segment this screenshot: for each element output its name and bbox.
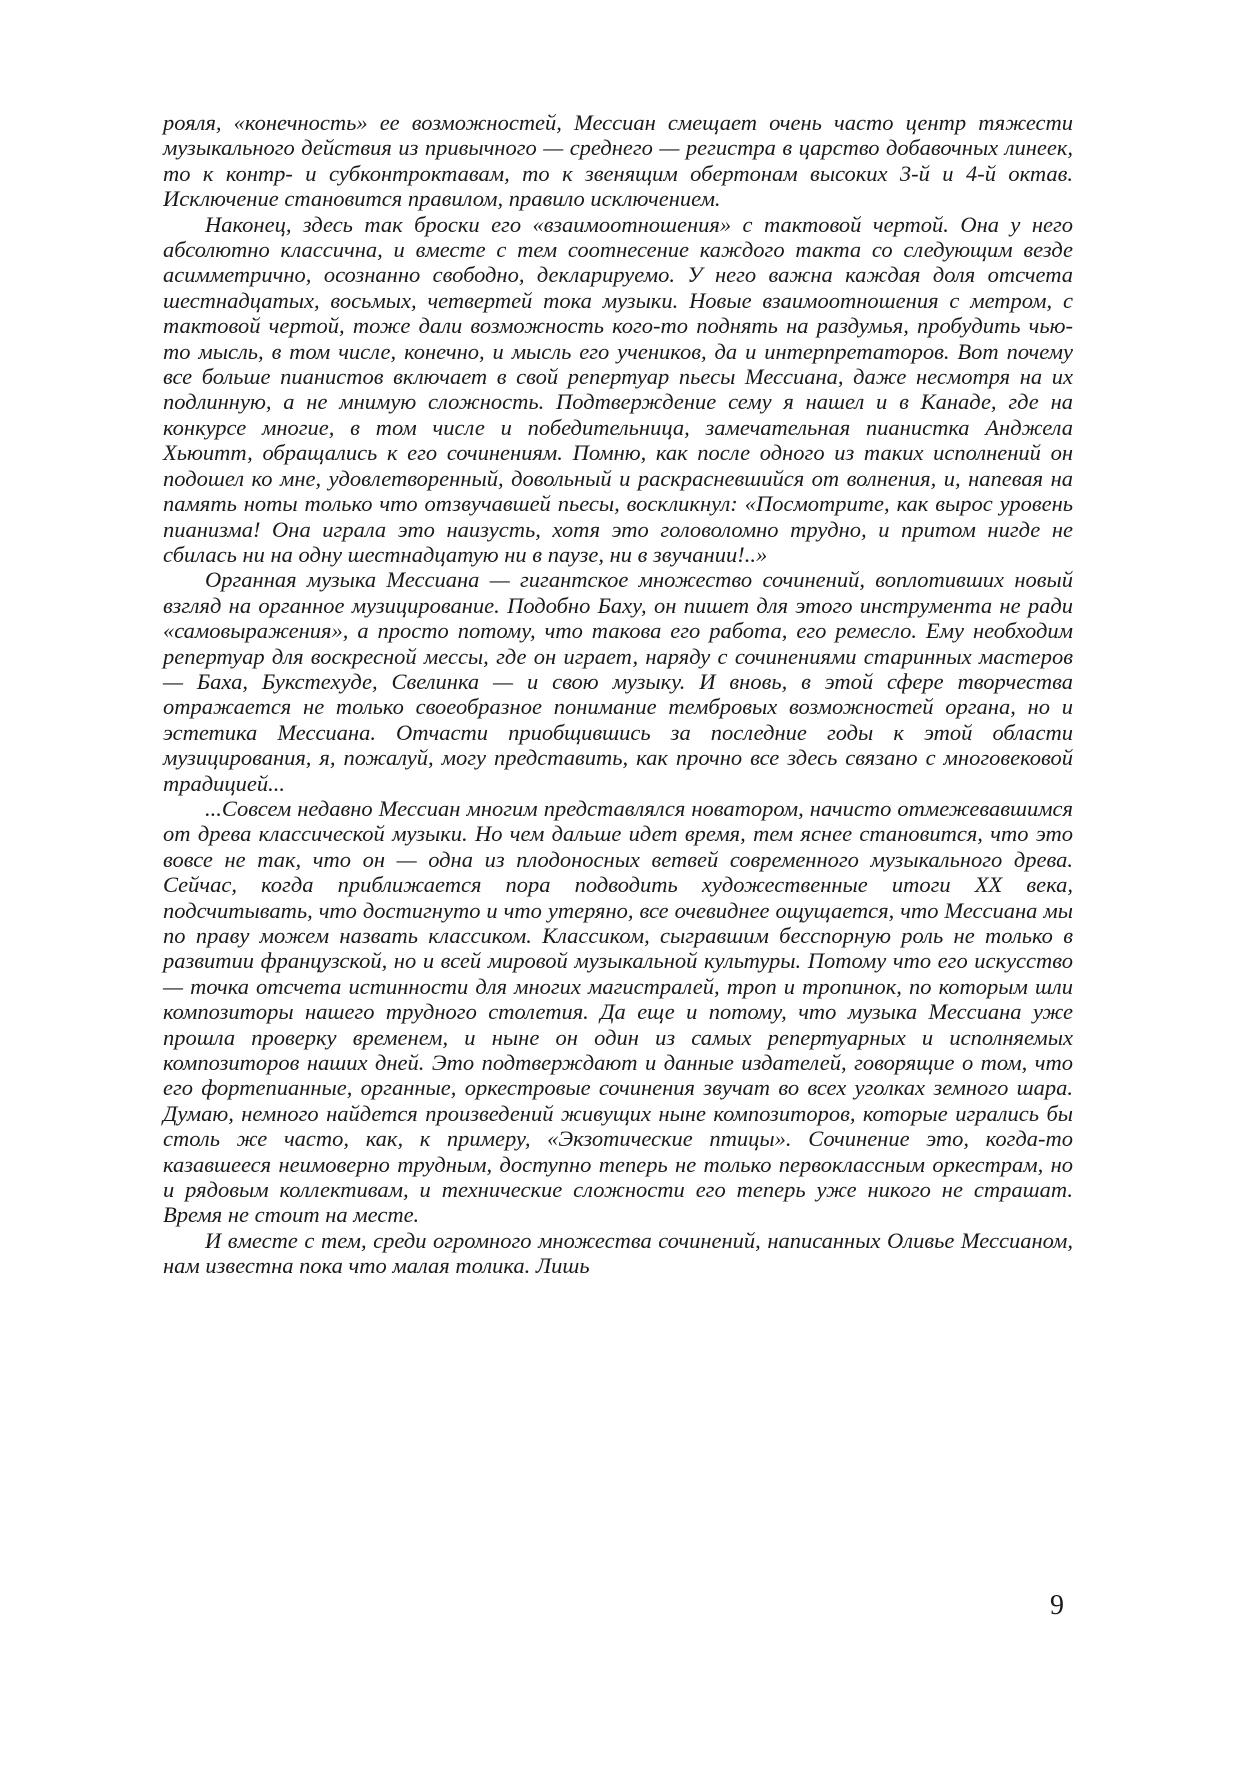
paragraph-4: ...Совсем недавно Мессиан многим представлялся новатором, начисто отмежевавшимся от древа классической музыки. Но чем дальше идет время, тем яснее становится, что это вовсе не так, что он — одна из плодоносных ветвей современного музыкального древа. Сейчас, когда приближается пора подводить художественные итоги XX века, подсчитывать, что достигнуто и что утеряно, все очевиднее ощущается, что Мессиана мы по праву можем назвать классиком. Классиком, сыгравшим бесспорную роль не только в развитии французской, но и всей мировой музыкальной культуры. Потому что его искусство — точка отсчета истинности для многих магистралей, троп и тропинок, по которым шли композиторы нашего трудного столетия. Да еще и потому, что музыка Мессиана уже прошла проверку временем, и ныне он один из самых репертуарных и исполняемых композиторов наших дней. Это подтверждают и данные издателей, говорящие о том, что его фортепианные, органные, оркестровые сочинения звучат во всех уголках земного шара. Думаю, немного найдется произведений живущих ныне композиторов, которые игрались бы столь же часто, как, к примеру, «Экзотические птицы». Сочинение это, когда-то казавшееся неимоверно трудным, доступно теперь не только первоклассным оркестрам, но и рядовым коллективам, и технические сложности его теперь уже никого не страшат. Время не стоит на месте.: [163, 795, 1073, 1228]
paragraph-5: И вместе с тем, среди огромного множества сочинений, написанных Оливье Мессианом, нам известна пока что малая толика. Лишь: [163, 1227, 1073, 1279]
page-body: [163, 110, 1073, 1279]
page-number: 9: [1050, 1590, 1064, 1621]
paragraph-1: рояля, «конечность» ее возможностей, Мессиан смещает очень часто центр тяжести музыкального действия из привычного — среднего — регистра в царство добавочных линеек, то к контр- и субконтроктавам, то к звенящим обертонам высоких 3-й и 4-й октав. Исключение становится правилом, правило исключением.: [163, 110, 1073, 212]
paragraph-3: Органная музыка Мессиана — гигантское множество сочинений, воплотивших новый взгляд на органное музицирование. Подобно Баху, он пишет для этого инструмента не ради «самовыражения», а просто потому, что такова его работа, его ремесло. Ему необходим репертуар для воскресной мессы, где он играет, наряду с сочинениями старинных мастеров — Баха, Букстехуде, Свелинка — и свою музыку. И вновь, в этой сфере творчества отражается не только своеобразное понимание тембровых возможностей органа, но и эстетика Мессиана. Отчасти приобщившись за последние годы к этой области музицирования, я, пожалуй, могу представить, как прочно все здесь связано с многовековой традицией...: [163, 567, 1073, 796]
paragraph-2: Наконец, здесь так броски его «взаимоотношения» с тактовой чертой. Она у него абсолютно классична, и вместе с тем соотнесение каждого такта со следующим везде асимметрично, осознанно свободно, декларируемо. У него важна каждая доля отсчета шестнадцатых, восьмых, четвертей тока музыки. Новые взаимоотношения с метром, с тактовой чертой, тоже дали возможность кого-то поднять на раздумья, пробудить чью-то мысль, в том числе, конечно, и мысль его учеников, да и интерпретаторов. Вот почему все больше пианистов включает в свой репертуар пьесы Мессиана, даже несмотря на их подлинную, а не мнимую сложность. Подтверждение сему я нашел и в Канаде, где на конкурсе многие, в том числе и победительница, замечательная пианистка Анджела Хьюитт, обращались к его сочинениям. Помню, как после одного из таких исполнений он подошел ко мне, удовлетворенный, довольный и раскрасневшийся от волнения, и, напевая на память ноты только что отзвучавшей пьесы, воскликнул: «Посмотрите, как вырос уровень пианизма! Она играла это наизусть, хотя это головоломно трудно, и притом нигде не сбилась ни на одну шестнадцатую ни в паузе, ни в звучании!..»: [163, 211, 1073, 567]
